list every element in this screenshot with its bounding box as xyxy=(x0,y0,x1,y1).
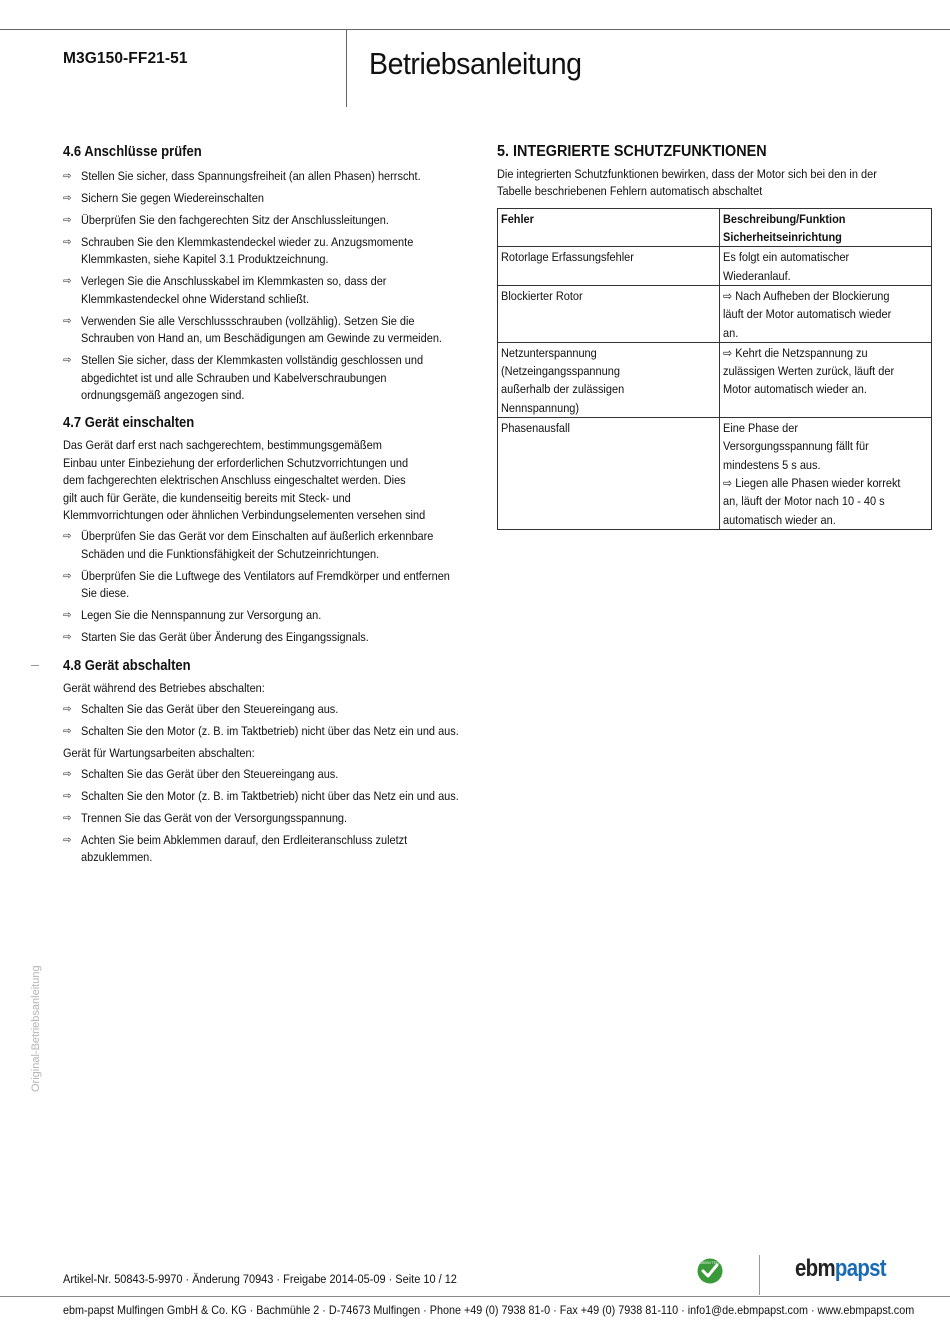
table-row xyxy=(498,286,932,343)
table-header-description: Beschreibung/Funktion Sicherheitseinrichtung xyxy=(720,208,932,247)
table-row xyxy=(498,342,932,417)
section-title-4-6: 4.6 Anschlüsse prüfen xyxy=(63,144,202,160)
table-cell-fault: Phasenausfall xyxy=(498,418,720,530)
list-item: ⇨ Schalten Sie den Motor (z. B. im Taktbetrieb) nicht über das Netz ein und aus. xyxy=(63,723,463,740)
list-4-6 xyxy=(63,168,463,404)
table-row xyxy=(498,247,932,286)
arrow-icon: ⇨ xyxy=(63,704,72,716)
arrow-icon: ⇨ xyxy=(63,812,72,824)
list-item: ⇨ Stellen Sie sicher, dass Spannungsfreiheit (an allen Phasen) herrscht. xyxy=(63,168,463,185)
footer-address: ebm-papst Mulfingen GmbH & Co. KG · Bachmühle 2 · D-74673 Mulfingen · Phone +49 (0) 7938 81-0 · Fax +49 (0) 7938 81-110 · info1@de.ebmpapst.com · www.ebmpapst.com xyxy=(63,1303,915,1317)
table-cell-description: Es folgt ein automatischer Wiederanlauf. xyxy=(720,247,932,286)
arrow-icon: ⇨ xyxy=(63,237,72,248)
list-4-8-b xyxy=(63,766,463,867)
section-4-8-intro-2: Gerät für Wartungsarbeiten abschalten: xyxy=(63,745,255,760)
section-title-4-8: 4.8 Gerät abschalten xyxy=(63,657,191,674)
list-item: ⇨ Schalten Sie das Gerät über den Steuereingang aus. xyxy=(63,766,463,783)
table-row xyxy=(498,418,932,530)
arrow-icon: ⇨ xyxy=(63,834,72,846)
section-5-intro: Die integrierten Schutzfunktionen bewirken, dass der Motor sich bei den in der Tabelle beschriebenen Fehlern automatisch abschaltet xyxy=(497,167,877,199)
table-header-fault: Fehler xyxy=(498,208,720,247)
article-info: Artikel-Nr. 50843-5-9970 · Änderung 70943 · Freigabe 2014-05-09 · Seite 10 / 12 xyxy=(63,1272,457,1286)
list-4-8-a xyxy=(63,701,463,740)
list-item: ⇨ Schrauben Sie den Klemmkastendeckel wieder zu. Anzugsmomente Klemmkasten, siehe Kapitel 3.1 Produktzeichnung. xyxy=(63,235,414,267)
table-cell-fault: Netzunterspannung (Netzeingangsspannung außerhalb der zulässigen Nennspannung) xyxy=(498,342,720,417)
list-item: ⇨ Überprüfen Sie das Gerät vor dem Einschalten auf äußerlich erkennbare Schäden und die Funktionsfähigkeit der Schutzeinrichtungen. xyxy=(63,529,434,561)
protection-table xyxy=(497,208,932,530)
arrow-icon: ⇨ xyxy=(63,215,72,226)
table-header-row xyxy=(498,208,932,247)
arrow-icon: ⇨ xyxy=(63,570,72,582)
footer-rule xyxy=(0,1296,950,1297)
left-column xyxy=(63,141,463,871)
list-item: ⇨ Starten Sie das Gerät über Änderung des Eingangssignals. xyxy=(63,629,463,646)
section-title-4-7: 4.7 Gerät einschalten xyxy=(63,415,195,432)
section-4-8-intro-1: Gerät während des Betriebes abschalten: xyxy=(63,680,265,695)
section-4-7-intro: Das Gerät darf erst nach sachgerechtem, bestimmungsgemäßem Einbau unter Einbeziehung der erforderlichen Schutzvorrichtungen und dem fachgerechten elektrischen Anschluss eingeschaltet werden. Dies gilt auch für Geräte, die kundenseitig bereits mit Steck- und Klemmvorrichtungen oder ähnlichen Verbindungselementen versehen sind xyxy=(63,438,426,523)
list-item: ⇨ Überprüfen Sie die Luftwege des Ventilators auf Fremdkörper und entfernen Sie diese. xyxy=(63,568,450,601)
greentech-icon xyxy=(697,1258,723,1284)
list-item: ⇨ Überprüfen Sie den fachgerechten Sitz der Anschlussleitungen. xyxy=(63,212,463,229)
list-item: ⇨ Trennen Sie das Gerät von der Versorgungsspannung. xyxy=(63,810,463,827)
arrow-icon: ⇨ xyxy=(63,355,72,367)
svg-text:GREEN TECH: GREEN TECH xyxy=(699,1261,721,1265)
table-cell-description: ⇨ Nach Aufheben der Blockierung läuft der Motor automatisch wieder an. xyxy=(720,286,932,343)
right-column xyxy=(497,142,901,530)
logo-divider xyxy=(759,1255,760,1295)
arrow-icon: ⇨ xyxy=(63,193,72,204)
list-item: ⇨ Sichern Sie gegen Wiedereinschalten xyxy=(63,190,463,207)
arrow-icon: ⇨ xyxy=(63,171,72,182)
list-item: ⇨ Verlegen Sie die Anschlusskabel im Klemmkasten so, dass der Klemmkastendeckel ohne Widerstand schließt. xyxy=(63,274,387,306)
side-label: Original-Betriebsanleitung xyxy=(30,965,42,1092)
model-number: M3G150-FF21-51 xyxy=(63,50,188,67)
arrow-icon: ⇨ xyxy=(63,531,72,543)
arrow-icon: ⇨ xyxy=(63,632,72,644)
table-cell-fault: Rotorlage Erfassungsfehler xyxy=(498,247,720,286)
list-item: ⇨ Schalten Sie das Gerät über den Steuereingang aus. xyxy=(63,701,463,718)
company-logo: ebmpapst xyxy=(795,1255,886,1282)
list-item: ⇨ Verwenden Sie alle Verschlussschrauben (vollzählig). Setzen Sie die Schrauben von Hand an, um Beschädigungen am Gewinde zu vermeiden. xyxy=(63,313,442,346)
header-rule xyxy=(0,29,950,30)
arrow-icon: ⇨ xyxy=(63,315,72,327)
table-cell-description: Eine Phase der Versorgungsspannung fällt für mindestens 5 s aus. ⇨ Liegen alle Phasen wieder korrekt an, läuft der Motor nach 10 - 40 s automatisch wieder an. xyxy=(720,418,932,530)
arrow-icon: ⇨ xyxy=(63,768,72,780)
arrow-icon: ⇨ xyxy=(63,726,72,738)
list-item: ⇨ Stellen Sie sicher, dass der Klemmkasten vollständig geschlossen und abgedichtet ist und alle Schrauben und Kabelverschraubungen ordnungsgemäß angezogen sind. xyxy=(63,353,424,403)
table-cell-fault: Blockierter Rotor xyxy=(498,286,720,343)
side-tick xyxy=(31,665,39,666)
header-divider xyxy=(346,29,347,107)
arrow-icon: ⇨ xyxy=(63,790,72,802)
arrow-icon: ⇨ xyxy=(63,610,72,622)
list-item: ⇨ Legen Sie die Nennspannung zur Versorgung an. xyxy=(63,607,463,624)
table-cell-description: ⇨ Kehrt die Netzspannung zu zulässigen Werten zurück, läuft der Motor automatisch wieder an. xyxy=(720,342,932,417)
document-title: Betriebsanleitung xyxy=(369,46,582,81)
list-item: ⇨ Schalten Sie den Motor (z. B. im Taktbetrieb) nicht über das Netz ein und aus. xyxy=(63,788,463,805)
list-4-7 xyxy=(63,528,463,646)
section-title-5: 5. INTEGRIERTE SCHUTZFUNKTIONEN xyxy=(497,143,767,160)
arrow-icon: ⇨ xyxy=(63,276,72,288)
list-item: ⇨ Achten Sie beim Abklemmen darauf, den Erdleiteranschluss zuletzt abzuklemmen. xyxy=(63,832,408,865)
